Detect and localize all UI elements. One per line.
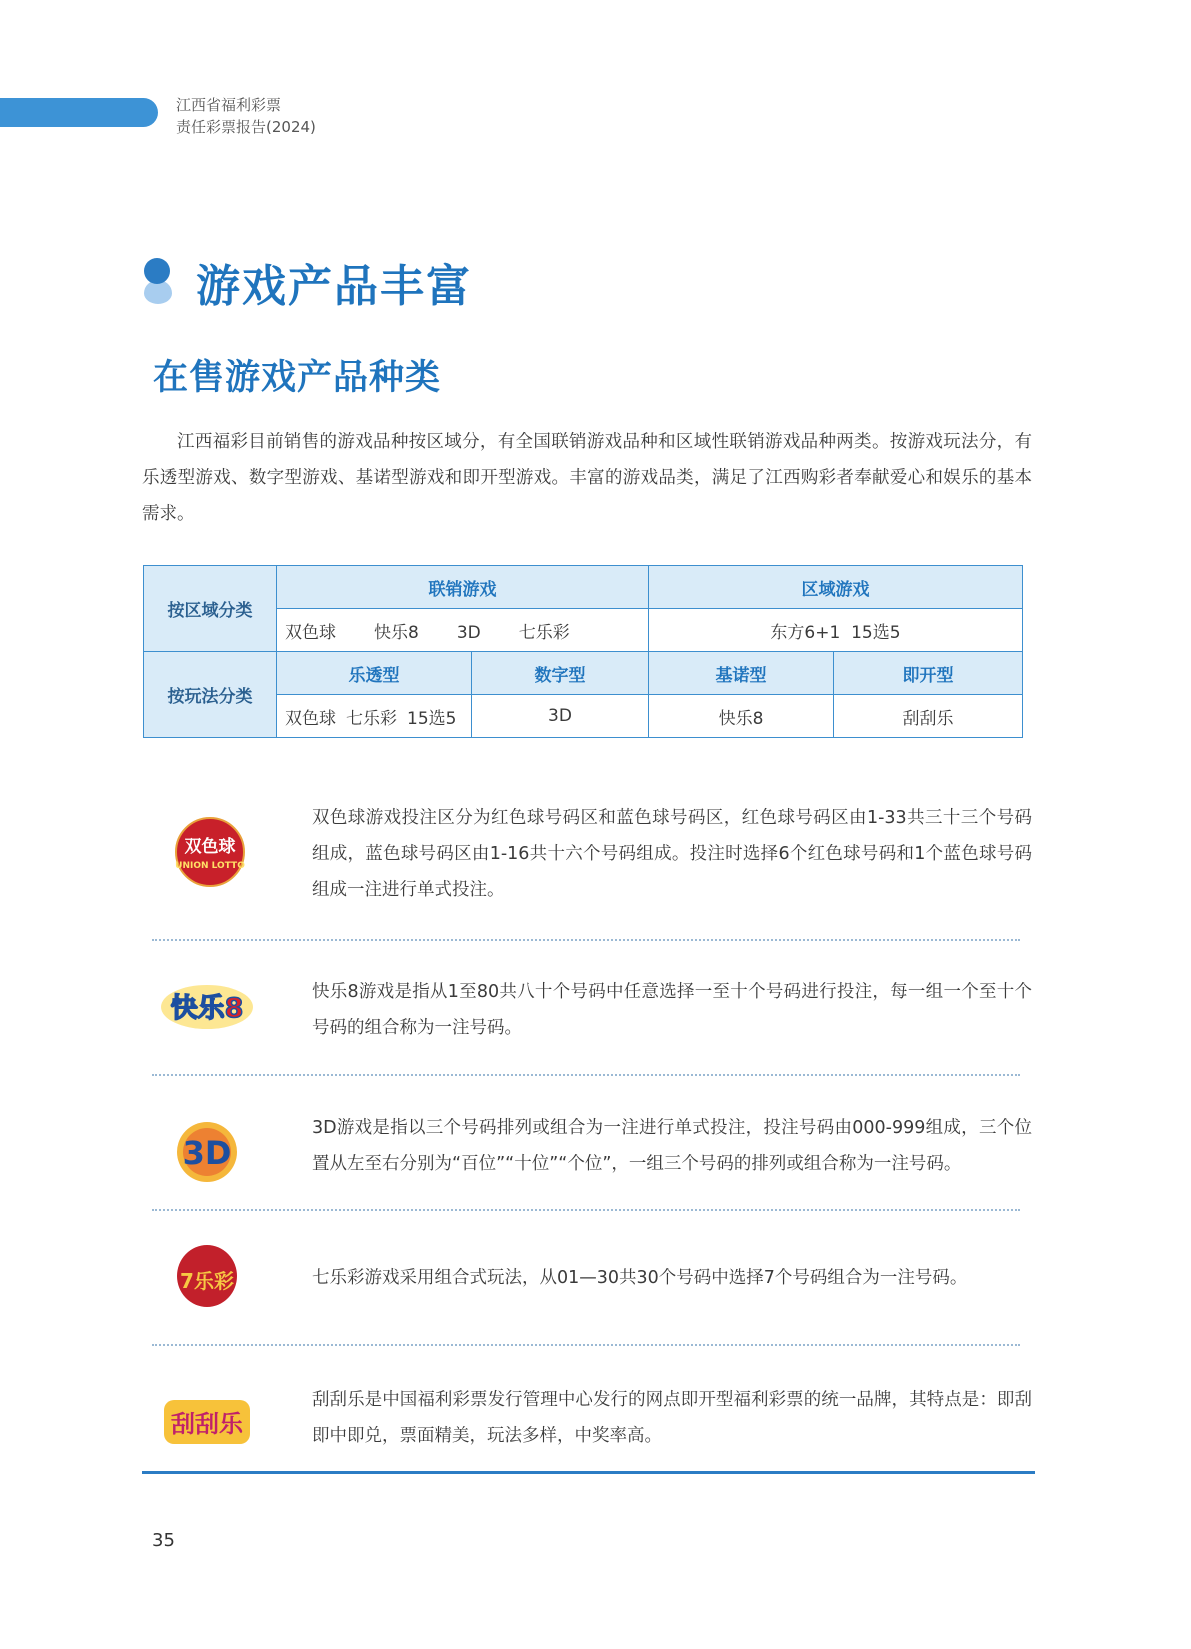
logo-text-qilecai: 7乐彩 [180,1269,234,1293]
head-shuzi: 数字型 [472,652,649,695]
item-letou-3: 15选5 [407,708,457,729]
running-header [176,94,316,138]
section-bullet-icon [142,258,176,310]
item-letou-2: 七乐彩 [346,708,397,729]
subsection-title: 在售游戏产品种类 [153,358,442,398]
bottom-rule [142,1471,1035,1474]
head-jikai: 即开型 [834,652,1023,695]
item-qilecai: 七乐彩 [518,622,570,643]
cell-shuzi-items: 3D [472,695,649,738]
logo-text-kuaile8: 快乐8 [170,993,244,1024]
header-accent-bar [0,98,158,127]
head-jinuo: 基诺型 [649,652,834,695]
qilecai-logo-icon [152,1228,262,1318]
cell-letou-items [277,695,472,738]
logo-text-3d: 3D [182,1134,232,1172]
divider-dotted [152,1344,1020,1346]
item-3d: 3D [456,622,481,643]
divider-dotted [152,1074,1020,1076]
desc-kuaile8: 快乐8游戏是指从1至80共八十个号码中任意选择一至十个号码进行投注，每一组一个至十个号码的组合称为一注号码。 [312,982,1032,1038]
head-letou: 乐透型 [277,652,472,695]
item-kuaile8: 快乐8 [374,622,419,643]
cell-jinuo-items: 快乐8 [649,695,834,738]
item-letou-1: 双色球 [285,708,336,729]
head-quyu: 区域游戏 [649,566,1023,609]
header-line-1: 江西省福利彩票 [176,96,282,114]
logo-text-shuangseqiu: 双色球 [184,837,236,857]
divider-dotted [152,939,1020,941]
game-category-table [143,565,1023,738]
intro-paragraph: 江西福彩目前销售的游戏品种按区域分，有全国联销游戏品种和区域性联销游戏品种两类。按游戏玩法分，有乐透型游戏、数字型游戏、基诺型游戏和即开型游戏。丰富的游戏品类，满足了江西购彩者奉献爱心和娱乐的基本需求。 [142,432,1032,524]
divider-dotted [152,1209,1020,1211]
desc-3d: 3D游戏是指以三个号码排列或组合为一注进行单式投注，投注号码由000-999组成，三个位置从左至右分别为“百位”“十位”“个位”，一组三个号码的排列或组合称为一注号码。 [312,1118,1032,1174]
section-title: 游戏产品丰富 [196,261,472,312]
row-head-region: 按区域分类 [144,566,277,652]
page-number: 35 [152,1530,175,1551]
logo-text-guaguale: 刮刮乐 [171,1410,243,1438]
shuangseqiu-logo-icon [152,805,262,895]
desc-qilecai: 七乐彩游戏采用组合式玩法，从01—30共30个号码中选择7个号码组合为一注号码。 [312,1268,968,1288]
cell-lianxiao-items [277,609,649,652]
cell-quyu-items: 东方6+1 15选5 [649,609,1023,652]
cell-jikai-items: 刮刮乐 [834,695,1023,738]
item-shuangseqiu: 双色球 [285,622,336,643]
head-lianxiao: 联销游戏 [277,566,649,609]
desc-guaguale: 刮刮乐是中国福利彩票发行管理中心发行的网点即开型福利彩票的统一品牌，其特点是：即刮即中即兑，票面精美，玩法多样，中奖率高。 [312,1390,1032,1446]
guaguale-logo-icon [152,1378,262,1468]
desc-shuangseqiu: 双色球游戏投注区分为红色球号码区和蓝色球号码区，红色球号码区由1-33共三十三个号码组成，蓝色球号码区由1-16共十六个号码组成。投注时选择6个红色球号码和1个蓝色球号码组成一注进行单式投注。 [312,808,1032,900]
kuaile8-logo-icon [152,962,262,1052]
3d-logo-icon [152,1107,262,1197]
logo-sub-shuangseqiu: UNION LOTTO [175,861,245,871]
header-line-2: 责任彩票报告(2024) [176,118,316,136]
row-head-play: 按玩法分类 [144,652,277,738]
